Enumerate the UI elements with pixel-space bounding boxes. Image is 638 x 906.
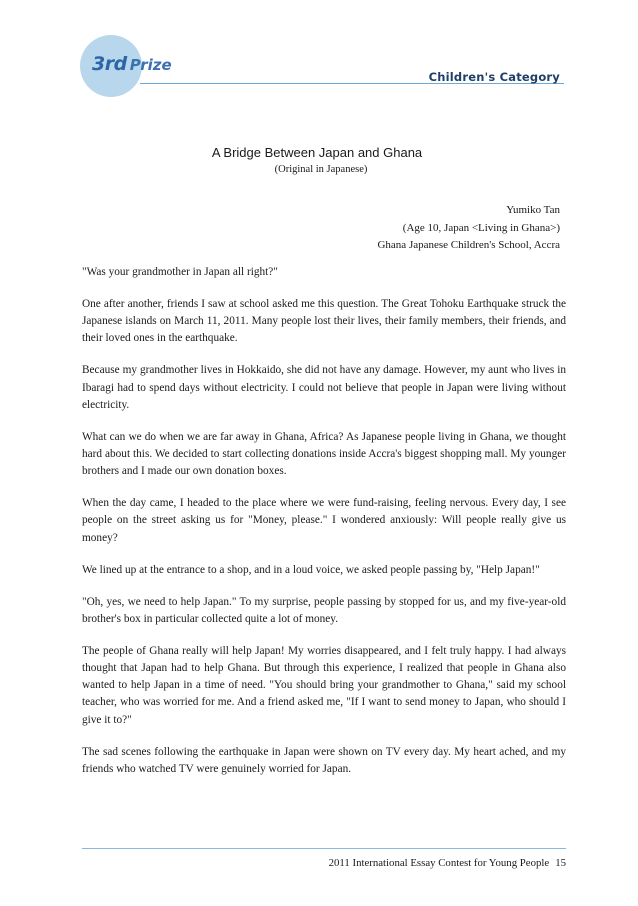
paragraph: We lined up at the entrance to a shop, and in a loud voice, we asked people passing by, "Help Japan!": [82, 563, 540, 576]
category-label: Children's Category: [428, 70, 560, 84]
page-number: 15: [555, 857, 566, 869]
author-detail: (Age 10, Japan <Living in Ghana>): [402, 221, 560, 234]
footer-contest: 2011 International Essay Contest for Young People: [328, 857, 550, 869]
paragraph: The people of Ghana really will help Japan! My worries disappeared, and I felt truly happy. I had always thought that Japan had to help Ghana. But through this experience, I realized that people in Ghana also wanted to help Japan in a time of need. "You should bring your grandmother to Ghana," said my school teacher, who was worried for me. And a friend asked me, "If I want to send money to Japan, who should I give it to?": [82, 644, 566, 726]
essay-title-text: A Bridge Between Japan and Ghana: [211, 145, 423, 160]
paragraph: "Oh, yes, we need to help Japan." To my surprise, people passing by stopped for us, and my five-year-old brother's box in particular collected quite a lot of money.: [82, 595, 566, 625]
paragraph: "Was your grandmother in Japan all right?": [82, 266, 278, 278]
footer: [329, 857, 566, 869]
author-name: Yumiko Tan: [506, 204, 560, 216]
essay-subtitle-text: (Original in Japanese): [274, 164, 368, 175]
essay-title: [0, 145, 638, 160]
footer-rule: [82, 848, 566, 849]
paragraph: When the day came, I headed to the place where we were fund-raising, feeling nervous. Every day, I see people on the street asking us for "Money, please." I wondered anxiously: Will people really give us money?: [82, 497, 566, 544]
paragraph: What can we do when we are far away in Ghana, Africa? As Japanese people living in Ghana, we thought hard about this. We decided to start collecting donations inside Accra's biggest shopping mall. My younger brothers and I made our own donation boxes.: [82, 430, 566, 478]
author-block: [377, 202, 560, 255]
paragraph: One after another, friends I saw at school asked me this question. The Great Tohoku Earthquake struck the Japanese islands on March 11, 2011. Many people lost their lives, their family members, their friends, and their loved ones in the earthquake.: [82, 298, 566, 345]
prize-label: [92, 53, 172, 75]
essay-subtitle: [0, 164, 638, 175]
author-school: Ghana Japanese Children's School, Accra: [377, 239, 560, 251]
prize-word: Prize: [129, 56, 172, 74]
prize-rank: 3rd: [92, 53, 127, 75]
paragraph: Because my grandmother lives in Hokkaido, she did not have any damage. However, my aunt who lives in Ibaragi had to spend days without electricity. I could not believe that people in Japan were living without electricity.: [82, 364, 566, 411]
paragraph: The sad scenes following the earthquake in Japan were shown on TV every day. My heart ached, and my friends who watched TV were genuinely worried for Japan.: [82, 745, 566, 775]
essay-body: [82, 264, 566, 793]
